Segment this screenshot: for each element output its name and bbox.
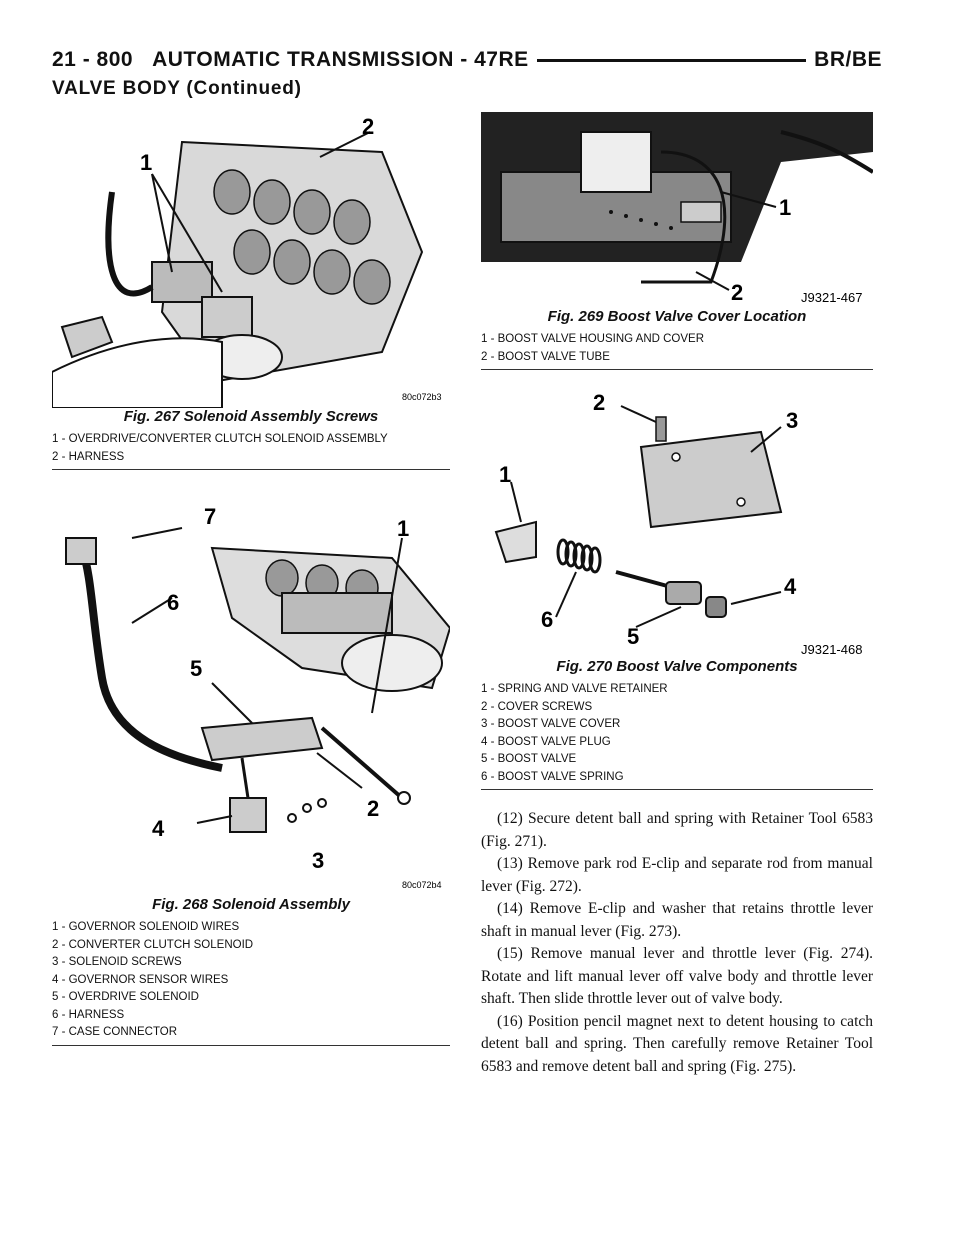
callout-2: 2 (593, 390, 606, 415)
figure-legend (481, 331, 873, 366)
callout-4: 4 (784, 574, 797, 599)
figure-legend (52, 919, 450, 1042)
callout-1: 1 (140, 150, 153, 175)
legend-item: 2 - HARNESS (52, 450, 125, 463)
callout-1: 1 (499, 462, 512, 487)
figure-rule (481, 789, 873, 790)
procedure-step: (12) Secure detent ball and spring with Retainer Tool 6583 (Fig. 271). (481, 810, 873, 850)
manual-title: AUTOMATIC TRANSMISSION - 47RE (152, 48, 529, 71)
figure-268 (52, 498, 450, 1046)
figure-code: 80c072b4 (402, 880, 442, 890)
procedure-step: (13) Remove park rod E-clip and separate rod from manual lever (Fig. 272). (481, 855, 873, 895)
callout-1: 1 (779, 195, 792, 220)
callout-6: 6 (167, 590, 180, 615)
figure-270 (481, 382, 873, 790)
legend-item: 2 - CONVERTER CLUTCH SOLENOID (52, 938, 254, 951)
legend-item: 1 - GOVERNOR SOLENOID WIRES (52, 921, 240, 933)
figure-code: J9321-467 (801, 290, 863, 305)
legend-item: 6 - HARNESS (52, 1008, 125, 1021)
figure-legend (481, 681, 873, 786)
callout-7: 7 (204, 504, 217, 529)
figure-caption: Fig. 269 Boost Valve Cover Location (547, 308, 807, 325)
figure-legend (52, 431, 450, 466)
solenoid-assembly-screws-illustration (52, 112, 450, 408)
callout-5: 5 (627, 624, 640, 649)
boost-valve-cover-location-illustration (481, 112, 873, 308)
callout-1: 1 (397, 516, 410, 541)
callout-6: 6 (541, 607, 554, 632)
solenoid-assembly-illustration (52, 498, 450, 896)
legend-item: 5 - BOOST VALVE (481, 753, 577, 765)
page-header (52, 44, 882, 76)
callout-2: 2 (731, 280, 744, 305)
figure-caption: Fig. 268 Solenoid Assembly (152, 896, 350, 913)
legend-item: 4 - GOVERNOR SENSOR WIRES (52, 973, 229, 986)
figure-267 (52, 112, 450, 470)
figure-rule (52, 1045, 450, 1046)
callout-4: 4 (152, 816, 165, 841)
callout-2: 2 (367, 796, 380, 821)
figure-rule (52, 469, 450, 470)
procedure-text (481, 808, 873, 1078)
callout-3: 3 (786, 408, 799, 433)
legend-item: 2 - BOOST VALVE TUBE (481, 350, 610, 363)
boost-valve-components-illustration (481, 382, 873, 658)
legend-item: 5 - OVERDRIVE SOLENOID (52, 991, 199, 1003)
figure-269 (481, 112, 873, 370)
procedure-step: (14) Remove E-clip and washer that retains throttle lever shaft in manual lever (Fig. 273). (481, 900, 873, 940)
legend-item: 7 - CASE CONNECTOR (52, 1026, 178, 1038)
figure-code: 80c072b3 (402, 392, 442, 402)
figure-code: J9321-468 (801, 642, 863, 657)
procedure-step: (15) Remove manual lever and throttle lever (Fig. 274). Rotate and lift manual lever off valve body and throttle lever shaft. Then slide throttle lever out of valve body. (481, 945, 873, 1007)
legend-item: 3 - BOOST VALVE COVER (481, 718, 621, 730)
figure-caption: Fig. 267 Solenoid Assembly Screws (123, 408, 379, 425)
legend-item: 4 - BOOST VALVE PLUG (481, 735, 611, 748)
legend-item: 1 - BOOST VALVE HOUSING AND COVER (481, 333, 705, 345)
legend-item: 2 - COVER SCREWS (481, 700, 593, 713)
model-code: BR/BE (806, 44, 882, 76)
legend-item: 6 - BOOST VALVE SPRING (481, 770, 624, 783)
callout-5: 5 (190, 656, 203, 681)
page-number: 21 - 800 (52, 48, 134, 71)
legend-item: 1 - OVERDRIVE/CONVERTER CLUTCH SOLENOID ASSEMBLY (52, 433, 388, 445)
figure-caption: Fig. 270 Boost Valve Components (556, 658, 798, 675)
section-title: VALVE BODY (Continued) (52, 78, 302, 99)
callout-2: 2 (362, 114, 375, 139)
page-header-title (52, 44, 537, 76)
figure-rule (481, 369, 873, 370)
legend-item: 1 - SPRING AND VALVE RETAINER (481, 683, 668, 695)
callout-3: 3 (312, 848, 325, 873)
legend-item: 3 - SOLENOID SCREWS (52, 956, 182, 968)
procedure-step: (16) Position pencil magnet next to detent housing to catch detent ball and spring. Then carefully remove Retainer Tool 6583 and remove detent ball and spring (Fig. 275). (481, 1012, 873, 1075)
